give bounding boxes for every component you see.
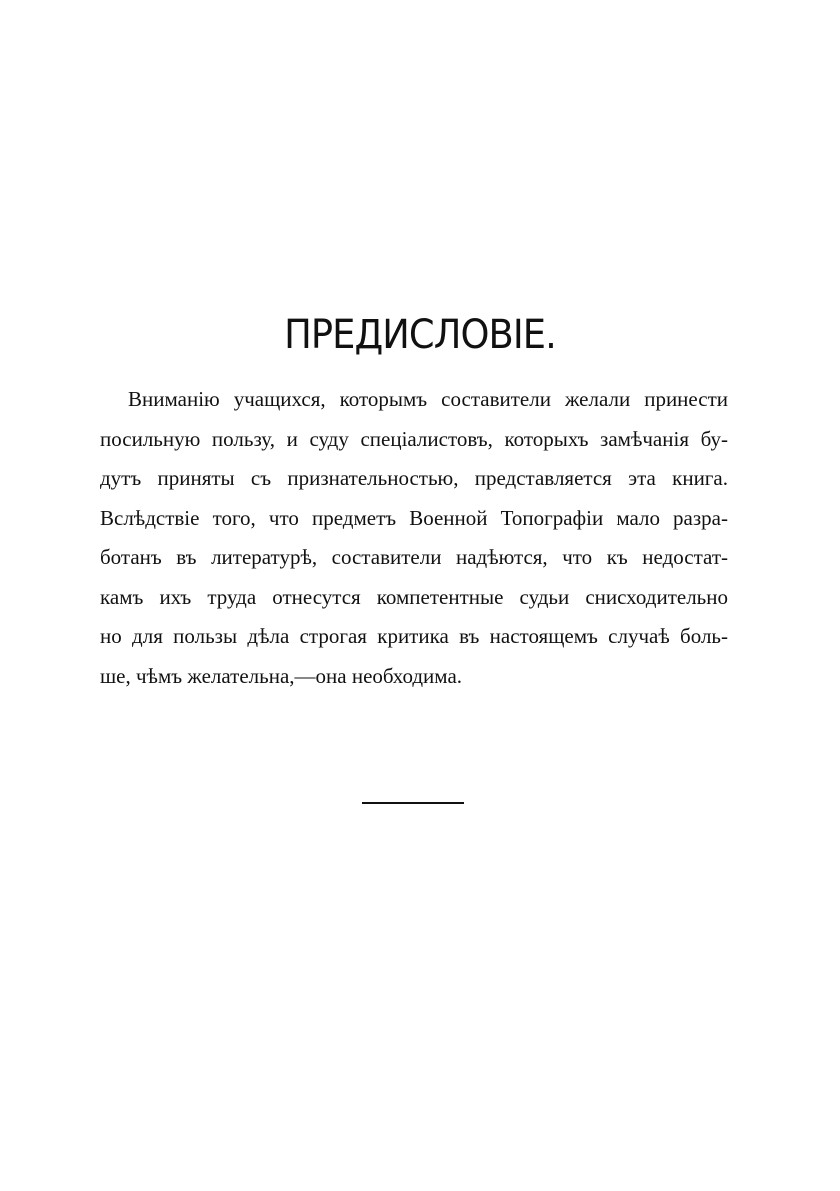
- page-title: ПРЕДИСЛОВІЕ.: [284, 312, 556, 358]
- paragraph-line: Вслѣдствіе того, что предметъ Военной Топографіи мало разра-: [100, 505, 728, 530]
- paragraph-line: ботанъ въ литературѣ, составители надѣются, что къ недостат-: [100, 545, 728, 569]
- paragraph-line: Вниманію учащихся, которымъ составители желали принести: [128, 387, 728, 411]
- paragraph-line: посильную пользу, и суду спеціалистовъ, которыхъ замѣчанія бу-: [100, 426, 728, 451]
- paragraph-line: но для пользы дѣла строгая критика въ настоящемъ случаѣ боль-: [100, 624, 728, 648]
- paragraph-line: ше, чѣмъ желательна,—она необходима.: [100, 663, 463, 688]
- section-divider: [362, 802, 464, 804]
- paragraph-line: камъ ихъ труда отнесутся компетентные судьи снисходительно: [100, 584, 728, 609]
- preface-paragraph: [100, 380, 728, 696]
- paragraph-line: дутъ приняты съ признательностью, представляется эта книга.: [100, 466, 728, 490]
